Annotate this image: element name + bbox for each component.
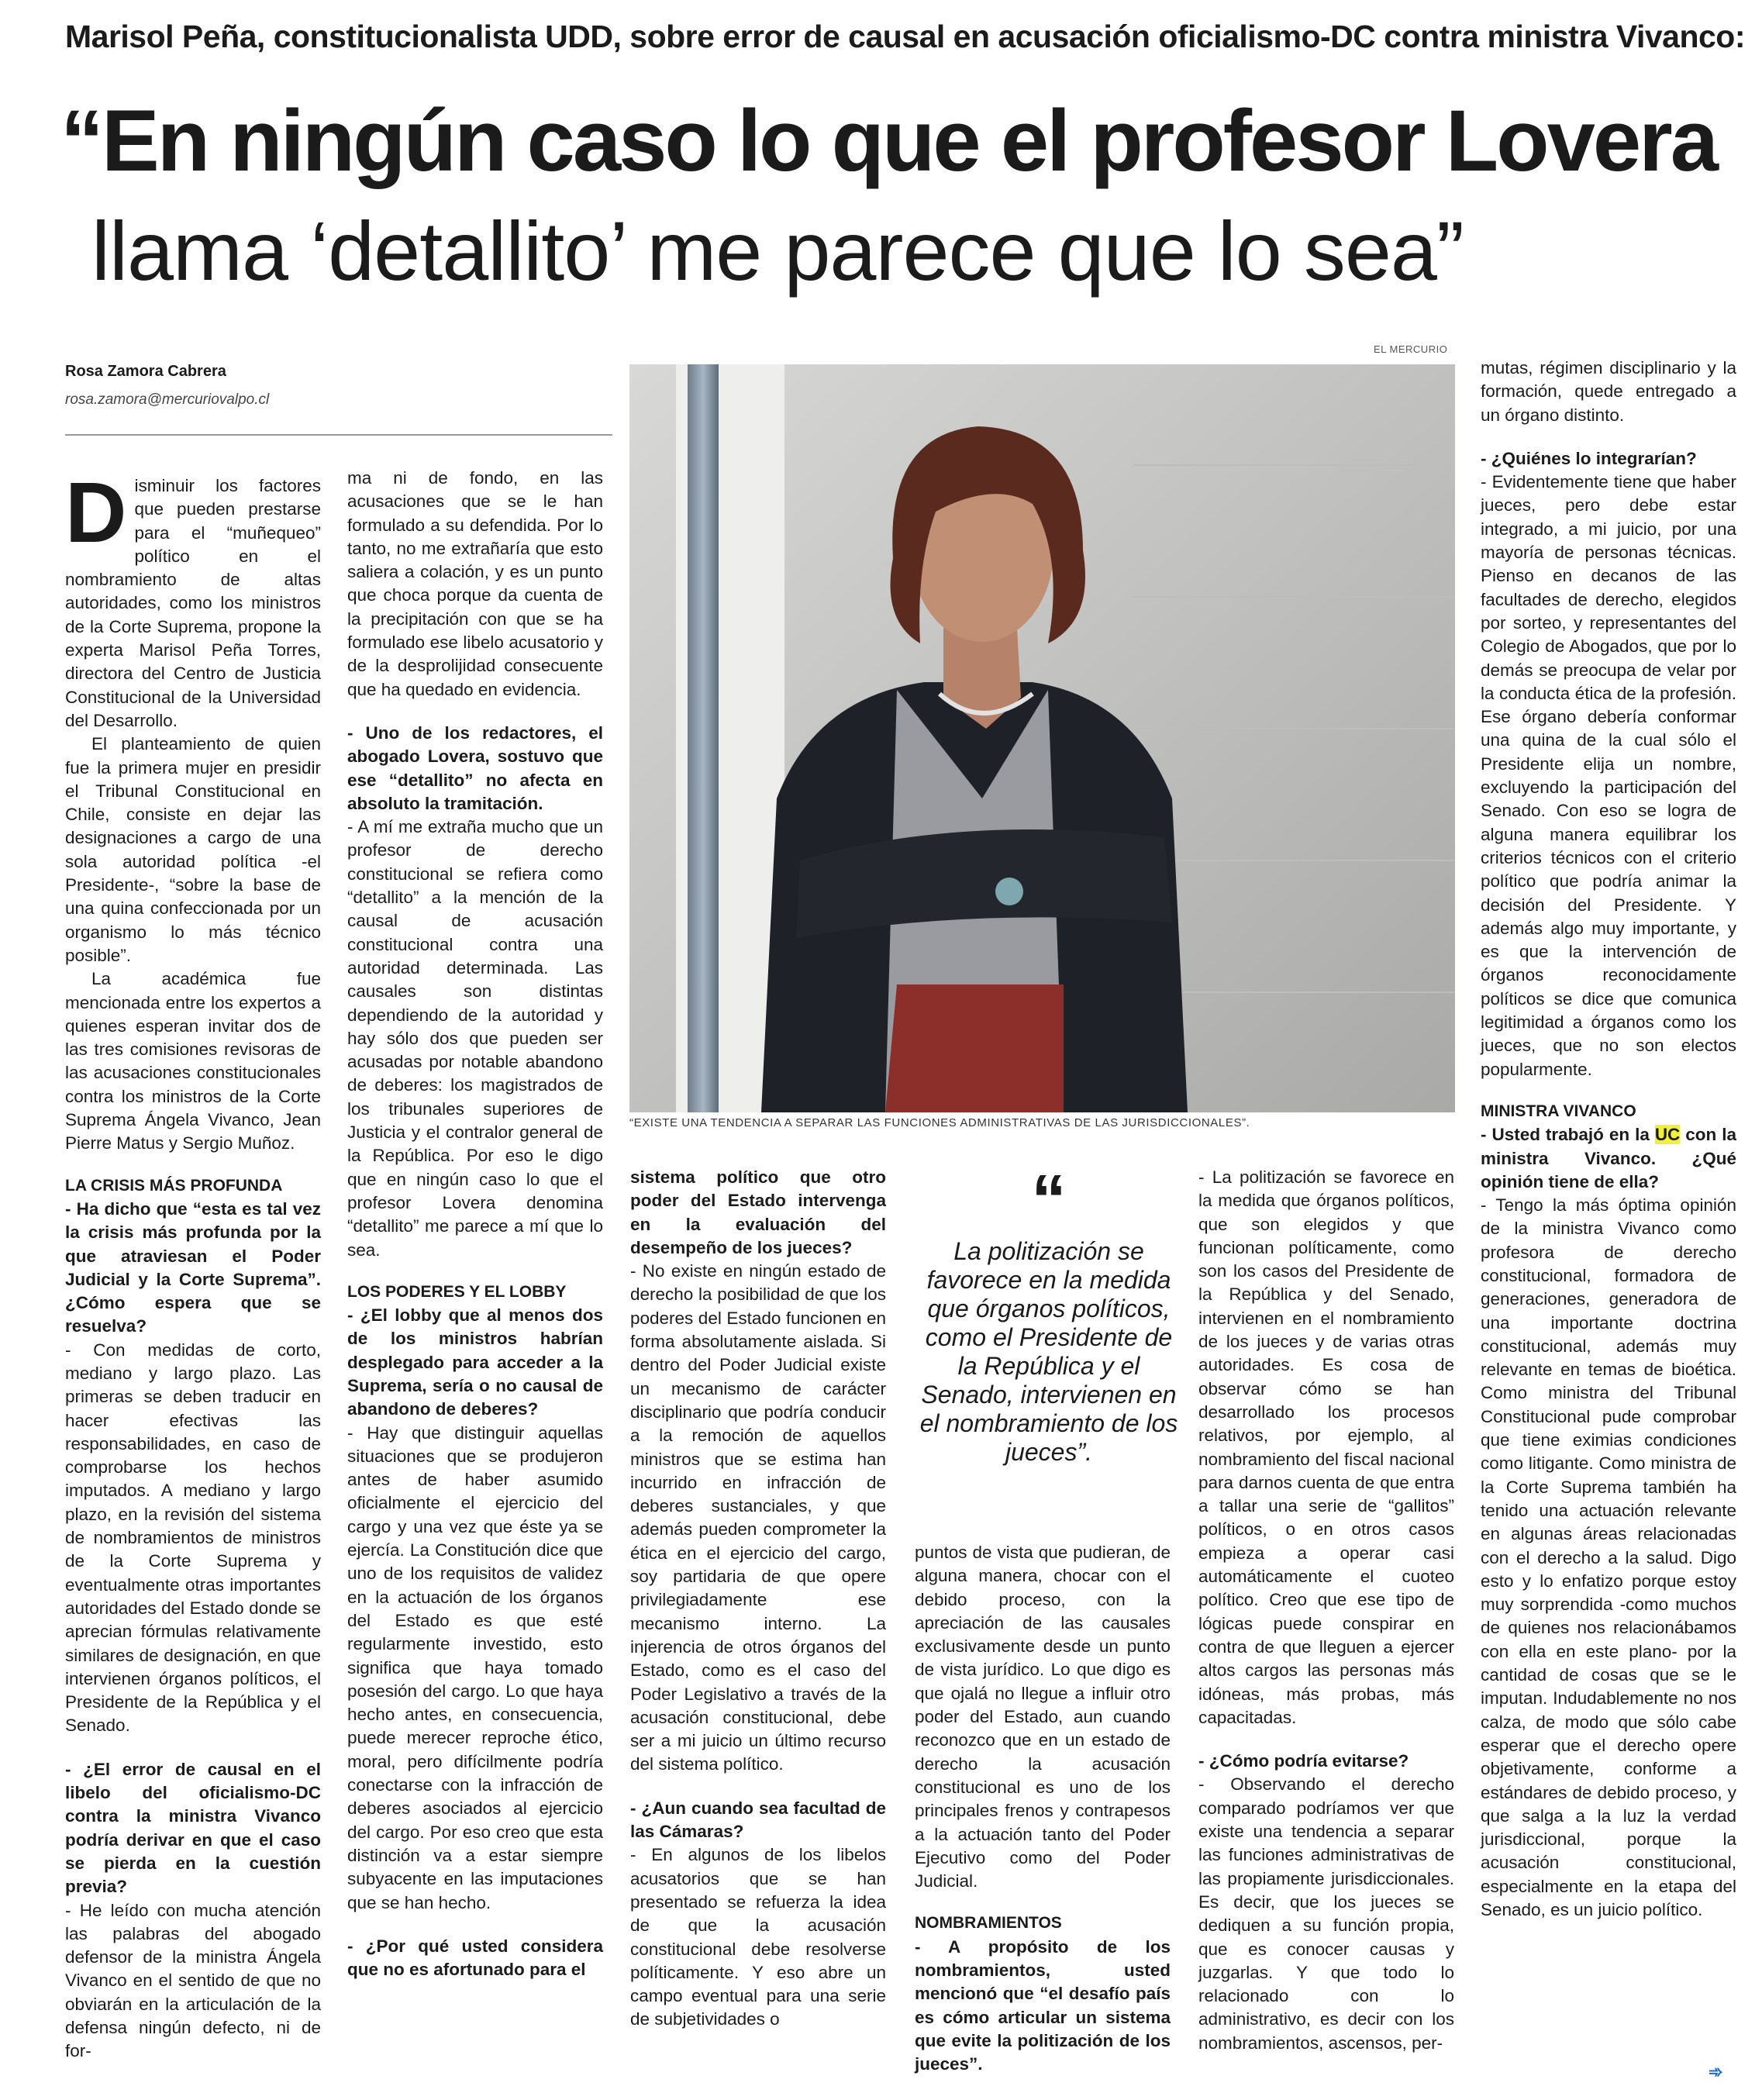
interview-answer: - La politización se favorece en la medida que órganos políticos, que son elegidos y que funcionan políticamente, como son los casos del Presidente de la República y del Senado, intervienen en el nombramiento de los jueces y de varias otras autoridades. Es cosa de observar cómo se han desarrollado los procesos relativos, por ejemplo, al nombramiento del fiscal nacional para darnos cuenta de que entra a tallar una serie de “gallitos” políticos, o en otros casos empieza a operar casi automáticamente el cuoteo político. Creo que ese tipo de lógicas puede conspirar en contra de que lleguen a ejercer altos cargos las personas más idóneas, más probas, más capacitadas.	[1198, 1167, 1454, 1727]
interview-question: - ¿El lobby que al menos dos de los ministros habrían desplegado para acceder a la Suprema, sería o no causal de abandono de deberes?	[347, 1305, 603, 1419]
interview-answer: - Tengo la más óptima opinión de la ministra Vivanco como profesora de derecho constitucional, formadora de generaciones, generadora de una importante doctrina constitucional, además muy relevante en temas de bioética. Como ministra del Tribunal Constitucional pude comprobar que tiene eximias condiciones como litigante. Como ministra de la Corte Suprema también ha tenido una actuación relevante en algunas áreas relacionadas con el derecho a la salud. Digo esto y lo enfatizo porque estoy muy sorprendida -como muchos de quienes nos relacionábamos con ella en este plano- por la cantidad de cosas que se le imputan. Indudablemente no nos calza, de modo que sólo cabe esperar que el derecho opere objetivamente, conforme a estándares de debido proceso, y que salga a la luz la verdad jurisdiccional, porque la acusación constitucional, especialmente en la etapa del Senado, es un juicio político.	[1481, 1195, 1736, 1919]
interview-answer: - En algunos de los libelos acusatorios que se han presentado se refuerza la idea de que la acusación constitucional debe resolverse políticamente. Y eso abre un campo eventual para una serie de subjetividades o	[630, 1845, 886, 2029]
interview-answer: mutas, régimen disciplinario y la formación, quede entregado a un órgano distinto.	[1481, 358, 1736, 425]
interview-question: - ¿Aun cuando sea facultad de las Cámaras?	[630, 1798, 886, 1842]
column-5	[1198, 1166, 1454, 2055]
kicker: Marisol Peña, constitucionalista UDD, sobre error de causal en acusación oficialismo-DC contra ministra Vivanco:	[65, 19, 1746, 54]
section-subhead: LA CRISIS MÁS PROFUNDA	[65, 1176, 283, 1195]
interview-question: sistema político que otro poder del Estado intervenga en la evaluación del desempeño de los jueces?	[630, 1167, 886, 1257]
interview-question: - A propósito de los nombramientos, usted mencionó que “el desafío país es cómo articular un sistema que evite la politización de los jueces”.	[915, 1936, 1171, 2074]
section-subhead: NOMBRAMIENTOS	[915, 1914, 1062, 1933]
continue-arrow-icon: ➾	[1709, 2062, 1723, 2081]
portrait-photo	[629, 364, 1455, 1112]
intro-paragraph: isminuir los factores que pueden prestarse para el “muñequeo” político en el nombramiento de altas autoridades, como los ministros de la Corte Suprema, propone la experta Marisol Peña Torres, directora del Centro de Justicia Constitucional de la Universidad del Desarrollo.	[65, 476, 321, 730]
interview-answer: - Con medidas de corto, mediano y largo plazo. Las primeras se deben traducir en hacer efectivas las responsabilidades, en caso de comprobarse los hechos imputados. A mediano y largo plazo, en la revisión del sistema de nombramientos de ministros de la Corte Suprema y eventualmente otras importantes autoridades del Estado donde se aprecian fórmulas relativamente similares de designación, en que intervienen órganos políticos, el Presidente de la República y el Senado.	[65, 1340, 321, 1736]
interview-question: - Uno de los redactores, el abogado Lovera, sostuvo que ese “detallito” no afecta en absoluto la tramitación.	[347, 722, 603, 813]
interview-answer: ma ni de fondo, en las acusaciones que se le han formulado a su defendida. Por lo tanto, no me extrañaría que esto saliera a colación, y es un punto que choca porque da cuenta de la precipitación con que se ha formulado ese libelo acusatorio y de la desprolijidad consecuente que ha quedado en evidencia.	[347, 468, 603, 699]
photo-credit: EL MERCURIO	[1374, 343, 1448, 355]
interview-answer: puntos de vista que pudieran, de alguna manera, chocar con el debido proceso, con la apreciación de las causales exclusivamente desde un punto de vista jurídico. Lo que digo es que ojalá no llegue a influir otro poder del Estado, aun cuando reconozco que en un estado de derecho la acusación constitucional es uno de los principales frenos y contrapesos a la actuación tanto del Poder Ejecutivo como del Poder Judicial.	[915, 1543, 1171, 1891]
interview-answer: - No existe en ningún estado de derecho la posibilidad de que los poderes del Estado funcionen en forma absolutamente aislada. Si dentro del Poder Judicial existe un mecanismo de carácter disciplinario que podría conducir a la remoción de aquellos ministros que se estima han incurrido en infracción de deberes sustanciales, y que además pueden comprometer la ética en el ejercicio del cargo, soy partidaria de que opere privilegiadamente ese mecanismo interno. La injerencia de otros órganos del Estado, como es el caso del Poder Legislativo a través de la acusación constitucional, debe ser a mi juicio un último recurso del sistema político.	[630, 1261, 886, 1774]
byline-rule	[65, 434, 612, 436]
headline-line-2: llama ‘detallito’ me parece que lo sea”	[91, 204, 1464, 298]
interview-question: - ¿El error de causal en el libelo del oficialismo-DC contra la ministra Vivanco podría derivar en que el caso se pierda en la cuestión previa?	[65, 1759, 321, 1897]
quote-mark-icon: “	[1031, 1161, 1067, 1239]
author-email: rosa.zamora@mercuriovalpo.cl	[65, 391, 270, 408]
column-3	[630, 1166, 886, 2032]
question-text: - Usted trabajó en la	[1481, 1125, 1655, 1145]
section-subhead: LOS PODERES Y EL LOBBY	[347, 1282, 567, 1301]
interview-question: - ¿Cómo podría evitarse?	[1198, 1751, 1409, 1771]
column-4	[915, 1541, 1171, 2077]
column-6	[1481, 357, 1736, 1922]
interview-answer: - Observando el derecho comparado podríamos ver que existe una tendencia a separar las funciones administrativas de las propiamente jurisdiccionales. Es decir, que los jueces se dediquen a su función propia, que es conocer causas y juzgarlas. Y que todo lo relacionado con lo administrativo, es decir con los nombramientos, ascensos, per-	[1198, 1774, 1454, 2053]
interview-question: - ¿Por qué usted considera que no es afortunado para el	[347, 1936, 603, 1980]
headline-line-1: “En ningún caso lo que el profesor Lovera	[60, 92, 1717, 189]
interview-question: - Ha dicho que “esta es tal vez la crisis más profunda por la que atraviesan el Poder Judicial y la Corte Suprema”. ¿Cómo espera que se resuelva?	[65, 1198, 321, 1336]
interview-question: - ¿Quiénes lo integrarían?	[1481, 448, 1697, 468]
drop-cap: D	[65, 465, 127, 560]
interview-answer: - He leído con mucha atención las palabras del abogado defensor de la ministra Ángela Vivanco en el sentido de que no obviarán en la articulación de la defensa ningún defecto, ni de for-	[65, 1900, 321, 2061]
interview-question	[1481, 1123, 1736, 1194]
author-byline: Rosa Zamora Cabrera	[65, 363, 226, 380]
interview-answer: - Hay que distinguir aquellas situaciones que se produjeron antes de haber asumido oficialmente el ejercicio del cargo y una vez que éste ya se ejercía. La Constitución dice que uno de los requisitos de validez en la actuación de los órganos del Estado es que esté regularmente investido, esto significa que haya tomado posesión del cargo. Lo que haya hecho antes, en consecuencia, puede merecer reproche ético, moral, pero difícilmente podría conectarse con la infracción de deberes asociados al ejercicio del cargo. Por eso creo que esta distinción va a estar siempre subyacente en las imputaciones que se han hecho.	[347, 1422, 603, 1912]
pull-quote	[913, 1161, 1184, 1467]
question-text: con la ministra Vivanco. ¿Qué opinión tiene de ella?	[1481, 1125, 1736, 1191]
pull-quote-text: La politización se favorece en la medida que órganos políticos, como el Presidente de la República y el Senado, intervienen en el nombramiento de los jueces”.	[919, 1237, 1178, 1466]
column-2	[347, 467, 603, 1981]
interview-answer: - Evidentemente tiene que haber jueces, pero debe estar integrado, a mi juicio, por una mayoría de personas técnicas. Pienso en decanos de las facultades de derecho, elegidos por sorteo, y representantes del Colegio de Abogados, que por lo demás se preocupa de velar por la conducta ética de la profesión. Ese órgano debería conformar una quina de la cual sólo el Presidente elija un nombre, excluyendo la participación del Senado. Con eso se logra de alguna manera equilibrar los criterios técnicos con el criterio político que podría animar la decisión del Presidente. Y además algo muy importante, y es que la intervención de órganos reconocidamente políticos se dice que comunica legitimidad a órganos como los jueces, que no son electos popularmente.	[1481, 472, 1736, 1079]
section-subhead: MINISTRA VIVANCO	[1481, 1102, 1636, 1120]
body-paragraph: El planteamiento de quien fue la primera mujer en presidir el Tribunal Constitucional en Chile, consiste en dejar las designaciones a cargo de una sola autoridad política -el Presidente-, “sobre la base de una quina confeccionada por un organismo lo más técnico posible”.	[65, 734, 321, 965]
column-1	[65, 465, 321, 2064]
interview-answer: - A mí me extraña mucho que un profesor de derecho constitucional se refiera como “detallito” a la mención de la causal de acusación constitucional contra una autoridad determinada. Las causales son distintas dependiendo de la autoridad y hay sólo dos que pueden ser acusadas por notable abandono de deberes: los magistrados de los tribunales superiores de Justicia y el contralor general de la República. Por eso le digo que en ningún caso lo que el profesor Lovera denomina “detallito” me parece a mí que lo sea.	[347, 817, 603, 1260]
body-paragraph: La académica fue mencionada entre los expertos a quienes esperan invitar dos de las tres comisiones revisoras de las acusaciones constitucionales contra los ministros de la Corte Suprema Ángela Vivanco, Jean Pierre Matus y Sergio Muñoz.	[65, 969, 321, 1153]
highlighted-text: UC	[1654, 1125, 1681, 1145]
photo-caption: “EXISTE UNA TENDENCIA A SEPARAR LAS FUNCIONES ADMINISTRATIVAS DE LAS JURISDICCIONALES”.	[629, 1116, 1250, 1129]
